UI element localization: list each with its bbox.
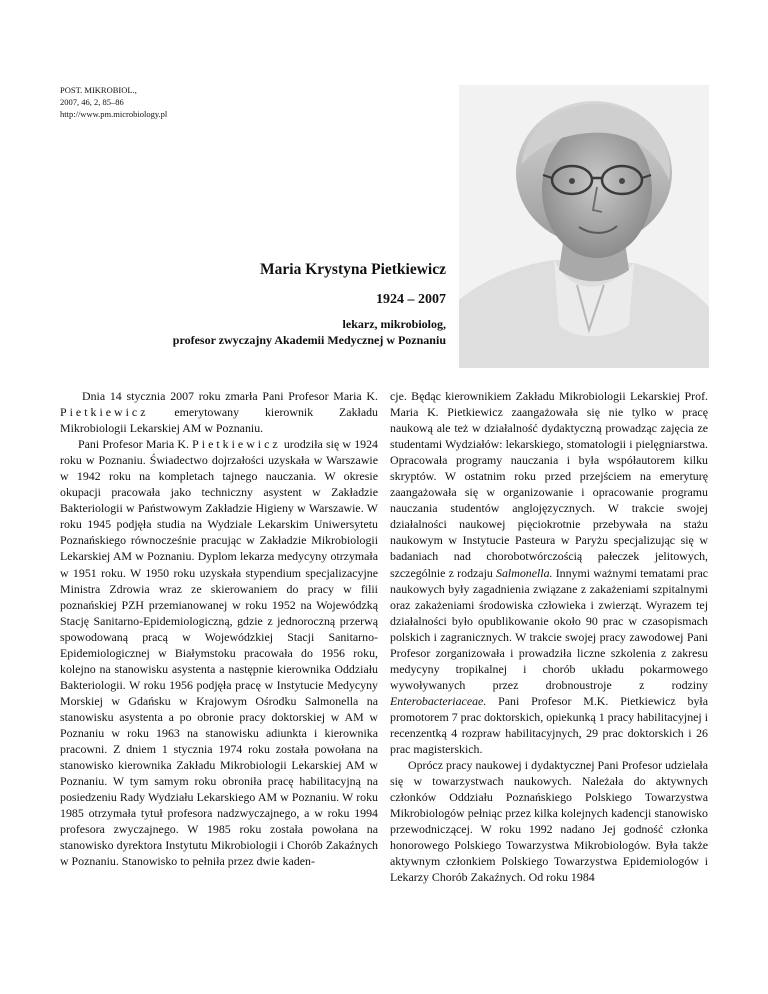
portrait-photo-icon [459, 85, 709, 368]
life-years: 1924 – 2007 [376, 292, 446, 307]
spaced-surname: Pietkiewicz [192, 437, 281, 452]
paragraph-3-text-b: Innymi ważnymi tematami prac naukowych były zagadnienia związane z zakażeniami szpitalnymi oraz zakażeniami środowiska człowieka i zwierząt. Wyrazem tej działalności było opublikowanie około 90 prac w czasopismach polskich i zagranicznych. W trakcie swojej pracy zawodowej Pani Profesor zorganizowała i prowadziła liczne szkolenia z zakresu medycyny tropikalnej i chorób układu pokarmowego wywoływanych przez drobnoustroje z rodziny [390, 565, 708, 692]
text-column-right [390, 388, 708, 885]
paragraph-1-text-b: emerytowany kierownik Zakładu Mikrobiologii Lekarskiej AM w Poznaniu. [60, 405, 378, 436]
paragraph-1-text-a: Dnia 14 stycznia 2007 roku zmarła Pani Profesor Maria K. [82, 389, 378, 403]
profession-line-2: profesor zwyczajny Akademii Medycznej w Poznaniu [172, 333, 446, 347]
journal-name: POST. MIKROBIOL., [60, 85, 137, 95]
profession-block [173, 316, 446, 348]
italic-genus: Salmonella. [496, 565, 553, 580]
paragraph-2 [60, 436, 378, 869]
paragraph-3 [390, 388, 708, 757]
journal-volume: 2007, 46, 2, 85–86 [60, 97, 124, 107]
paragraph-3-text-a: cje. Będąc kierownikiem Zakładu Mikrobiologii Lekarskiej Prof. Maria K. Pietkiewicz zaangażowała się nie tylko w pracę naukową ale też w działalność dydaktyczną prowadząc zajęcia ze studentami Wydziałów: lekarskiego, stomatologii i pielęgniarstwa. Opracowała programy nauczania i była współautorem kilku skryptów. W ostatnim roku przed przejściem na emeryturę zaangażowała się w organizowanie i opracowanie programu nauczania studentów anglojęzycznych. W trakcie swojej działalności naukowej pięciokrotnie przebywała na stażu naukowym w Instytucie Pasteura w Paryżu specjalizując się w badaniach nad chorobotwórczością pałeczek jelitowych, szczególnie z rodzaju [390, 389, 708, 580]
journal-url: http://www.pm.microbiology.pl [60, 109, 168, 119]
paragraph-2-text-a: Pani Profesor Maria K. [78, 437, 193, 452]
paragraph-1 [60, 388, 378, 436]
text-column-left [60, 388, 378, 869]
profession-line-1: lekarz, mikrobiolog, [342, 317, 446, 331]
obituary-name: Maria Krystyna Pietkiewicz [260, 261, 446, 278]
portrait-photo [459, 85, 709, 368]
paragraph-2-text-b: urodziła się w 1924 roku w Poznaniu. Świadectwo dojrzałości uzyskała w Warszawie w 1942 roku na kompletach tajnego nauczania. W okresie okupacji pracowała jako techniczny asystent w Zakładzie Bakteriologii w Państwowym Zakładzie Higieny w Warszawie. W roku 1945 podjęła studia na Wydziale Lekarskim Uniwersytetu Poznańskiego równocześnie pracując w Zakładzie Mikrobiologii Lekarskiej AM w Poznaniu. Dyplom lekarza medycyny otrzymała w 1951 roku. W 1950 roku uzyskała stypendium specjalizacyjne Ministra Zdrowia wraz ze skierowaniem do pracy w filii poznańskiej PZH przemianowanej w roku 1952 na Wojewódzką Stację Sanitarno-Epidemiologiczną, gdzie z jednoroczną przerwą spowodowaną pracą w Wojewódzkiej Stacji Sanitarno-Epidemiologicznej w Białymstoku pracowała do 1956 roku, kolejno na stanowisku asystenta a następnie kierownika Oddziału Bakteriologii. W roku 1956 podjęła pracę w Instytucie Medycyny Morskiej w Gdańsku w Krajowym Ośrodku Salmonella na stanowisku asystenta a po obronie pracy doktorskiej w AM w Poznaniu w roku 1963 na stanowisku adiunkta i kierownika pracowni. Z dniem 1 stycznia 1974 roku została powołana na stanowisko kierownika Zakładu Mikrobiologii Lekarskiej AM w Poznaniu. W tym samym roku obroniła pracę habilitacyjną na posiedzeniu Rady Wydziału Lekarskiego AM w Poznaniu. W roku 1985 otrzymała tytuł profesora nadzwyczajnego, a w roku 1994 profesora zwyczajnego. W 1985 roku została powołana na stanowisko dyrektora Instytutu Mikrobiologii i Chorób Zakaźnych w Poznaniu. Stanowisko to pełniła przez dwie kaden- [60, 437, 378, 869]
paragraph-3-text-c: Pani Profesor M.K. Pietkiewicz była promotorem 7 prac doktorskich, opiekunką 1 pracy habilitacyjnej i recenzentką 4 rozpraw habilitacyjnych, 29 prac doktorskich i 26 prac magisterskich. [390, 693, 708, 757]
paragraph-4: Oprócz pracy naukowej i dydaktycznej Pani Profesor udzielała się w towarzystwach naukowych. Należała do aktywnych członków Oddziału Poznańskiego Polskiego Towarzystwa Mikrobiologów pełniąc przez kilka kolejnych kadencji stanowisko przewodniczącej. W roku 1992 nadano Jej godność członka honorowego Polskiego Towarzystwa Mikrobiologów. Była także aktywnym członkiem Polskiego Towarzystwa Epidemiologów i Lekarzy Chorób Zakaźnych. Od roku 1984 [390, 758, 708, 885]
italic-family: Enterobacteriaceae. [390, 693, 487, 708]
journal-citation [60, 84, 167, 120]
spaced-surname: Pietkiewicz [60, 405, 149, 420]
